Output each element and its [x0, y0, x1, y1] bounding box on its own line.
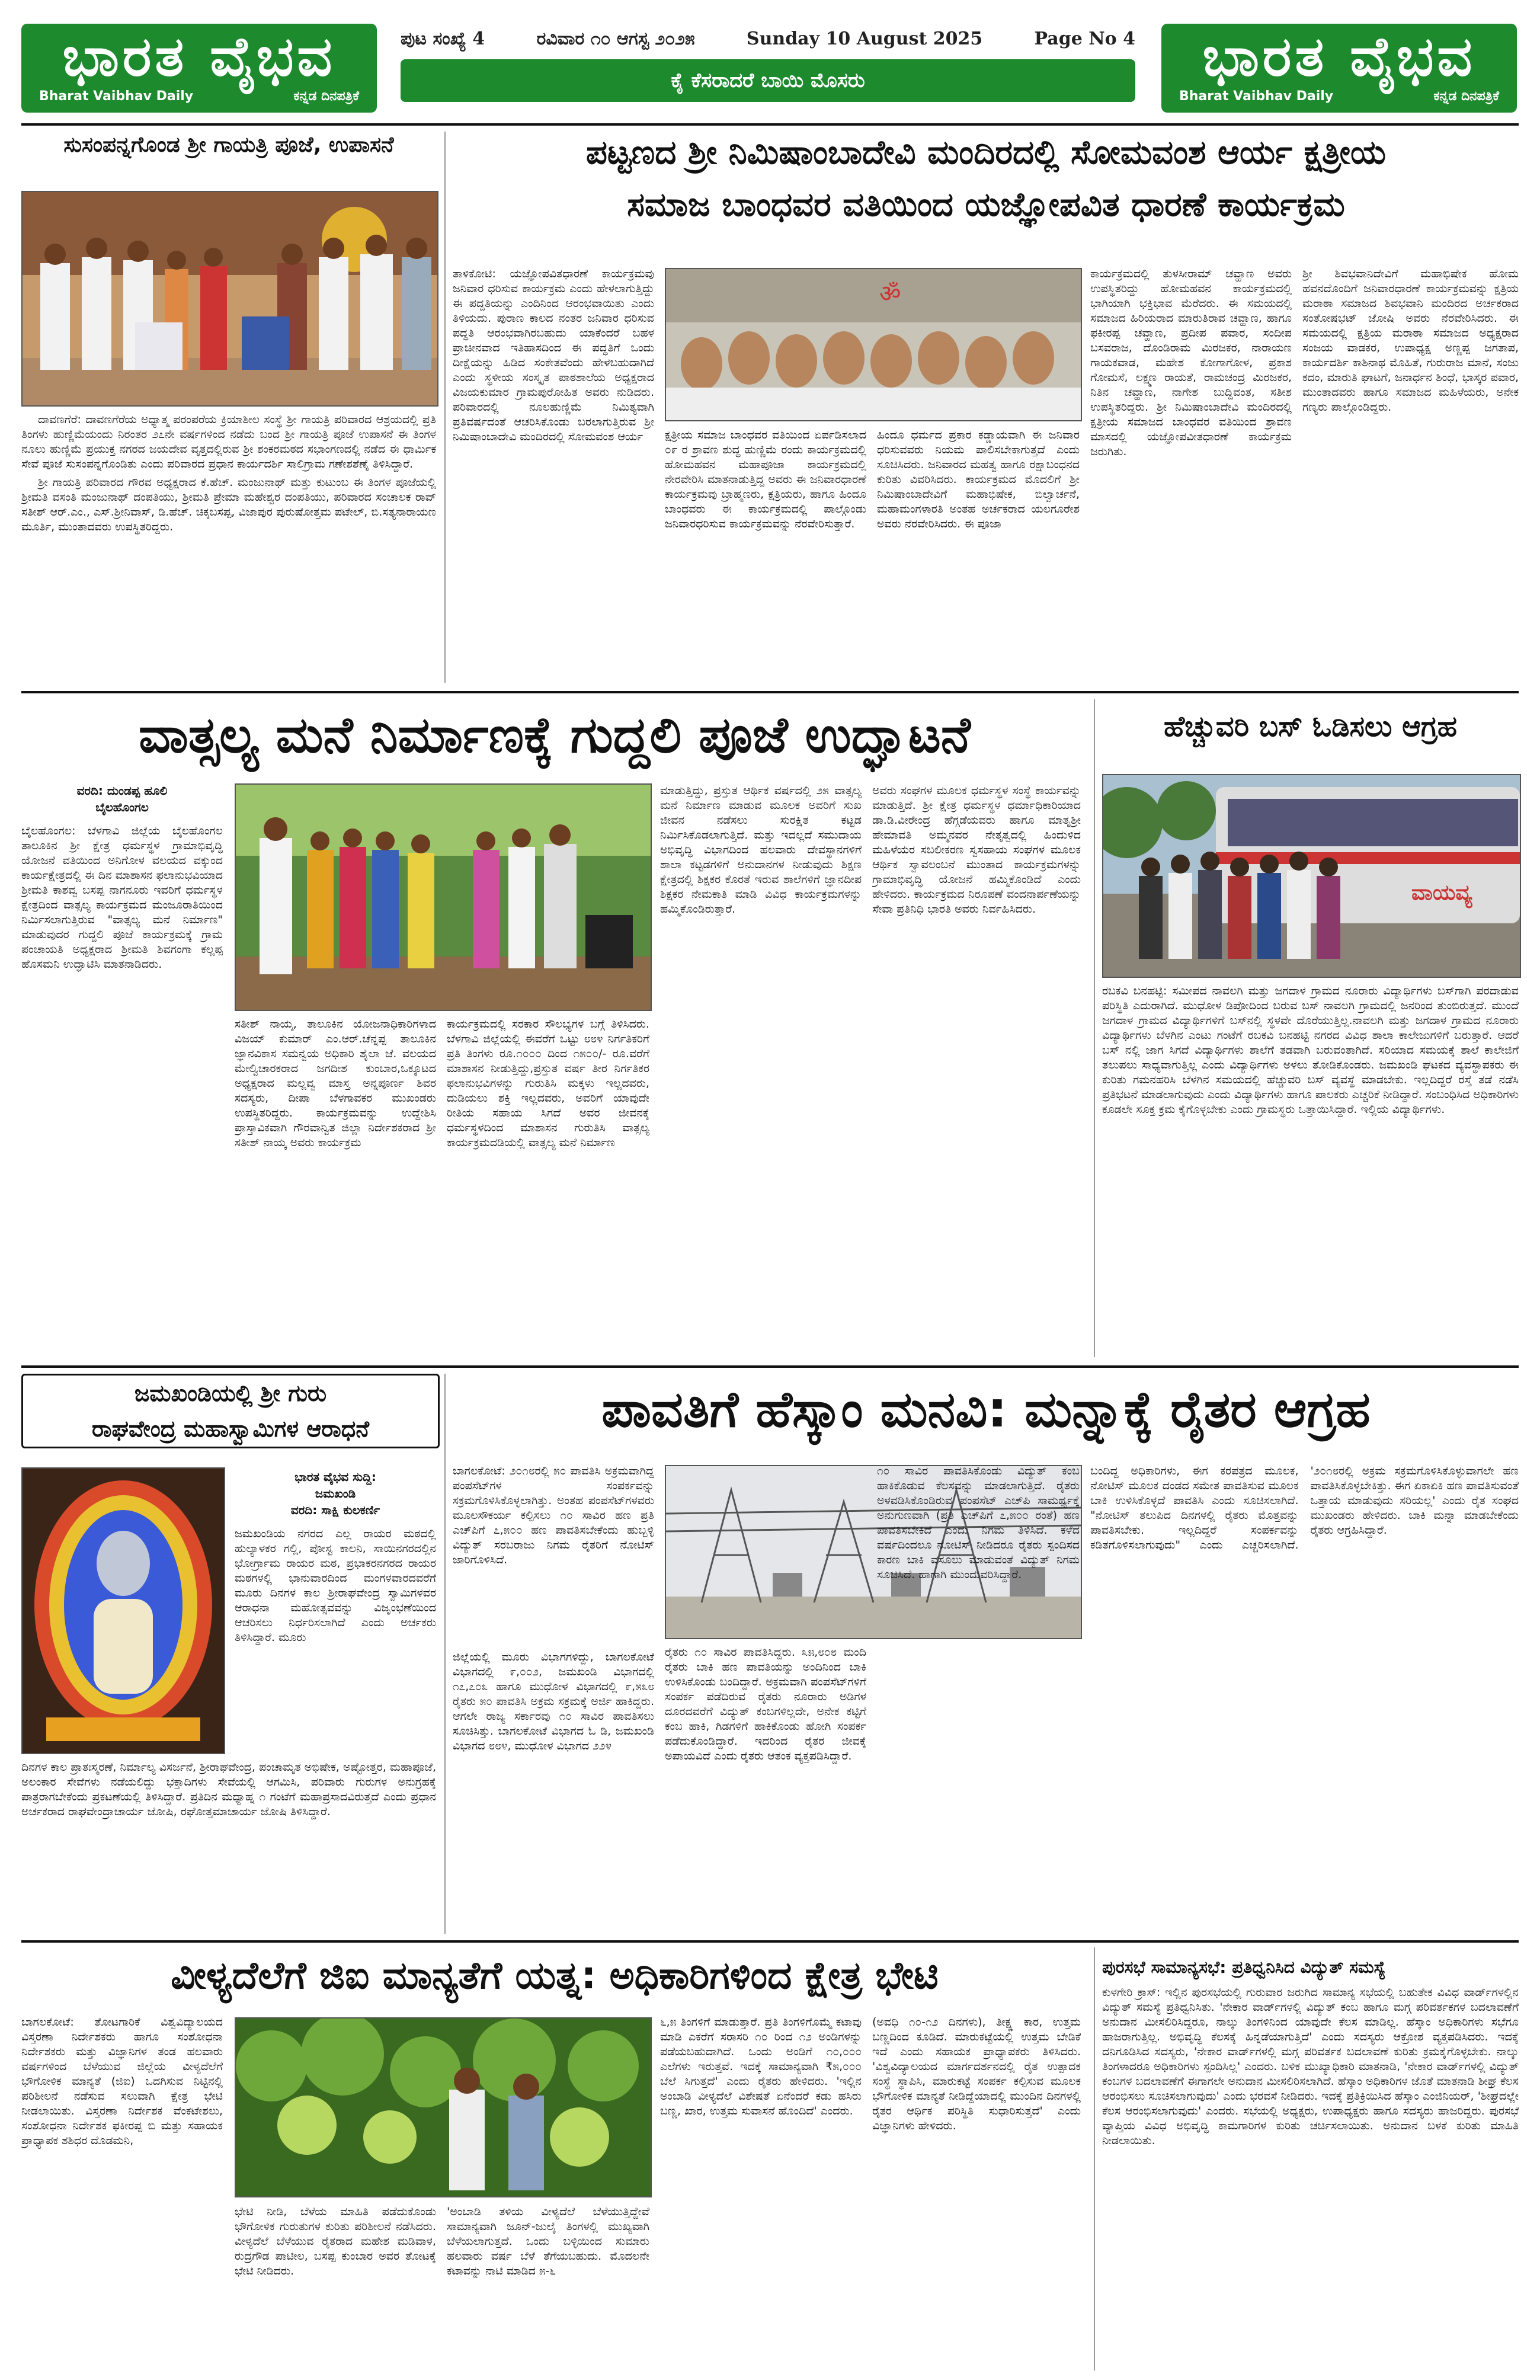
- gayatri-body: [21, 412, 436, 678]
- column-divider: [444, 132, 446, 683]
- page-number-kn: ಪುಟ ಸಂಖ್ಯೆ 4: [401, 28, 485, 49]
- raghavendra-col1: ಜಮಖಂಡಿಯ ನಗರದ ಎಲ್ಲ ರಾಯರ ಮಠದಲ್ಲಿ ಹುಲ್ಯಾಳಕರ ಗಲ್ಲಿ, ಪೋಸ್ಟ ಕಾಲನಿ, ಸಾಯಿನಗರದಲ್ಲಿನ ಭೋರ್ಗ್ರಾಮ ರಾಯರ ಮಠ, ಪ್ರಭಾಕರನಗರದ ರಾಯರ ಮಠಗಳಲ್ಲಿ ಭಾನುವಾರದಿಂದ ಮಂಗಳವಾರದವರೆಗೆ ಮೂರು ದಿನಗಳ ಕಾಲ ಶ್ರೀರಾಘವೇಂದ್ರ ಸ್ವಾಮಿಗಳವರ ಆರಾಧನಾ ಮಹೋತ್ಸವವನ್ನು ವಿಜೃಂಭಣೆಯಿಂದ ಆಚರಿಸಲು ನಿರ್ಧರಿಸಲಾಗಿದೆ ಎಂದು ಅರ್ಚಕರು ತಿಳಿಸಿದ್ದಾರೆ. ಮೂರು: [235, 1527, 436, 1644]
- hescom-col1: ಬಾಗಲಕೋಟೆ: ೨೦೧೮ರಲ್ಲಿ ೫೦ ಪಾವತಿಸಿ ಅಕ್ರಮವಾಗಿದ್ದ ಪಂಪಸೆಟ್‌ಗಳ ಸಂಪರ್ಕವನ್ನು ಸಕ್ರಮಗೊಳಿಸಿಕೊಳ್ಳಲಾಗಿತ್ತು. ಅಂತಹ ಪಂಪಸೆಟ್‌ಗಳವರು ಮೂಲಸೌಕರ್ಯ ಕಲ್ಪಿಸಲು ೧೦ ಸಾವಿರ ಹಣ ಪ್ರತಿ ಎಚ್‌ಪಿಗೆ ೭,೫೦೦ ಹಣ ಪಾವತಿಸಬೇಕೆಂದು ಹುಬ್ಬಳ್ಳಿ ವಿದ್ಯುತ್ ಸರಬರಾಜು ನಿಗಮ ರೈತರಿಗೆ ನೋಟಿಸ್ ಜಾರಿಗೊಳಿಸಿದೆ.: [453, 1464, 654, 1566]
- logo-sub-en: Bharat Vaibhav Daily: [39, 89, 194, 104]
- nimishamba-headline: [453, 127, 1519, 231]
- column-divider: [1094, 699, 1095, 1357]
- gayatri-photo: [21, 191, 438, 407]
- veeledele-col3: 'ಅಂಬಾಡಿ ತಳಿಯ ವೀಳ್ಯದೆಲೆ ಬೆಳೆಯುತ್ತಿದ್ದೇವೆ ಸಾಮಾನ್ಯವಾಗಿ ಜೂನ್-ಜುಲೈ ತಿಂಗಳಲ್ಲಿ ಮುಖ್ಯವಾಗಿ ಬೆಳೆಯಲಾಗುತ್ತದೆ. ಒಂದು ಬಳ್ಳಿಯಿಂದ ಸುಮಾರು ಹಲವಾರು ವರ್ಷ ಬೆಳೆ ತೆಗೆಯಬಹುದು. ಮೊದಲನೇ ಕಟಾವನ್ನು ನಾಟಿ ಮಾಡಿದ ೫-೬: [447, 2205, 649, 2277]
- masthead-logo-left: [21, 24, 377, 113]
- gayatri-paragraph: ದಾವಣಗೆರೆ: ದಾವಣಗೆರೆಯ ಅಧ್ಯಾತ್ಮ ಪರಂಪರೆಯ ಕ್ರಿಯಾಶೀಲ ಸಂಸ್ಥೆ ಶ್ರೀ ಗಾಯತ್ರಿ ಪರಿವಾರದ ಆಶ್ರಯದಲ್ಲಿ ಪ್ರತಿ ತಿಂಗಳು ಹುಣ್ಣಿಮೆಯಂದು ನಿರಂತರ ೨೭ನೇ ವರ್ಷಗಳಿಂದ ನಡೆದು ಬಂದ ಶ್ರೀ ಗಾಯತ್ರಿ ಪೂಜೆ ಉಪಾಸನೆ ಈ ತಿಂಗಳ ನೂಲು ಹುಣ್ಣಿಮೆ ಪ್ರಯುಕ್ತ ನಗರದ ಜಯದೇವ ವೃತ್ತದಲ್ಲಿರುವ ಶ್ರೀ ಶಂಕರಮಠದ ಸಭಾಂಗಣದಲ್ಲಿ ನಡೆದ ಈ ಧಾರ್ಮಿಕ ಸೇವೆ ಪೂಜೆ ಸುಸಂಪನ್ನಗೊಂಡಿತು ಎಂದು ಪರಿವಾರದ ಪ್ರಧಾನ ಕಾರ್ಯದರ್ಶಿ ಸಾಲಿಗ್ರಾಮ ಗಣೇಶಶೆಣೈ ತಿಳಿಸಿದ್ದಾರೆ.: [21, 413, 436, 471]
- section-rule: [21, 691, 1519, 693]
- hescom-col3: ರೈತರು ೧೦ ಸಾವಿರ ಪಾವತಿಸಿದ್ದರು. ೩೫,೮೦೮ ಮಂದಿ ರೈತರು ಬಾಕಿ ಹಣ ಪಾವತಿಯನ್ನು ಅಂದಿನಿಂದ ಬಾಕಿ ಉಳಿಸಿಕೊಂಡು ಬಂದಿದ್ದಾರೆ. ಅಕ್ರಮವಾಗಿ ಪಂಪಸೆಟ್‌ಗಳಿಗೆ ಸಂಪರ್ಕ ಪಡೆದಿರುವ ರೈತರು ನೂರಾರು ಅಡಿಗಳ ದೂರದವರೆಗೆ ವಿದ್ಯುತ್ ಕಂಬಗಳಿಲ್ಲದೇ, ಅನೇಕ ಕಟ್ಟಿಗೆ ಕಂಬ ಹಾಕಿ, ಗಿಡಗಳಿಗೆ ಹಾಕಿಕೊಂಡು ಹೋಗಿ ಸಂಪರ್ಕ ಪಡೆದುಕೊಂಡಿದ್ದಾರೆ. ಇದರಿಂದ ರೈತರ ಜೀವಕ್ಕೆ ಅಪಾಯವಿದೆ ಎಂದು ರೈತರು ಆತಂಕ ವ್ಯಕ್ತಪಡಿಸಿದ್ದಾರೆ.: [665, 1646, 866, 1762]
- bus-body: ರಬಕವಿ ಬನಹಟ್ಟಿ: ಸಮೀಪದ ನಾವಲಗಿ ಮತ್ತು ಜಗದಾಳ ಗ್ರಾಮದ ನೂರಾರು ವಿದ್ಯಾರ್ಥಿಗಳು ಬಸ್‌ಗಾಗಿ ಪರದಾಡುವ ಪರಿಸ್ಥಿತಿ ಎದುರಾಗಿದೆ. ಮುಧೋಳ ಡಿಪೋದಿಂದ ಬರುವ ಬಸ್ ನಾವಲಗಿ ಗ್ರಾಮದಲ್ಲಿ ಜನರಿಂದ ತುಂಬಿರುತ್ತದೆ. ಮುಂದೆ ಜಗದಾಳ ಗ್ರಾಮದ ವಿದ್ಯಾರ್ಥಿಗಳಿಗೆ ಬಸ್‌ನಲ್ಲಿ ಸ್ಥಳವೇ ದೊರೆಯುತ್ತಿಲ್ಲ.ನಾವಲಗಿ ಮತ್ತು ಜಗದಾಳ ಗ್ರಾಮದ ನೂರಾರು ವಿದ್ಯಾರ್ಥಿಗಳು ಬೆಳಗಿನ ಎಂಟು ಗಂಟೆಗೆ ರಬಕವಿ ಬನಹಟ್ಟಿ ನಗರದ ವಿವಿಧ ಶಾಲಾ ಕಾಲೇಜುಗಳಿಗೆ ಬರುತ್ತಾರೆ. ಆದರೆ ಬಸ್ ನಲ್ಲಿ ಜಾಗ ಸಿಗದೆ ವಿದ್ಯಾರ್ಥಿಗಳು ಶಾಲೆಗೆ ತಡವಾಗಿ ಬರುವಂತಾಗಿದೆ. ಸರಿಯಾದ ಸಮಯಕ್ಕೆ ಶಾಲೆ ಕಾಲೇಜಿಗೆ ತಲುಪಲು ಸಾಧ್ಯವಾಗುತ್ತಿಲ್ಲ ಎಂದು ವಿದ್ಯಾರ್ಥಿಗಳು ಅಳಲು ತೋಡಿಕೊಂಡರು. ಜಮಖಂಡಿ ಘಟಕದ ವ್ಯವಸ್ಥಾಪಕರು ಈ ಕುರಿತು ಗಮನಹರಿಸಿ ಬೆಳಗಿನ ಸಮಯದಲ್ಲಿ ಹೆಚ್ಚುವರಿ ಬಸ್ ವ್ಯವಸ್ಥೆ ಮಾಡಬೇಕು. ಇಲ್ಲದಿದ್ದರೆ ರಸ್ತೆ ತಡೆ ನಡೆಸಿ ಪ್ರತಿಭಟನೆ ಮಾಡಲಾಗುವುದು ಎಂದು ವಿದ್ಯಾರ್ಥಿಗಳು ಹಾಗೂ ಪಾಲಕರು ಎಚ್ಚರಿಕೆ ನೀಡಿದ್ದಾರೆ. ಸಂಬಂಧಿಸಿದ ಅಧಿಕಾರಿಗಳು ಕೂಡಲೇ ಸೂಕ್ತ ಕ್ರಮ ಕೈಗೊಳ್ಳಬೇಕು ಎಂದು ಗ್ರಾಮಸ್ಥರು ಒತ್ತಾಯಿಸಿದ್ದಾರೆ. ಇಲ್ಲಿಯ ವಿದ್ಯಾರ್ಥಿಗಳು.: [1102, 984, 1519, 1116]
- bus-photo: [1102, 774, 1521, 978]
- byline-source: ಭಾರತ ವೈಭವ ಸುದ್ದಿ:: [294, 1470, 376, 1484]
- veeledele-col1: ಬಾಗಲಕೋಟೆ: ತೋಟಗಾರಿಕೆ ವಿಶ್ವವಿದ್ಯಾಲಯದ ವಿಸ್ತರಣಾ ನಿರ್ದೇಶಕರು ಹಾಗೂ ಸಂಶೋಧನಾ ನಿರ್ದೇಶಕರು ಮತ್ತು ವಿಜ್ಞಾನಿಗಳ ತಂಡ ಹಲವಾರು ವರ್ಷಗಳಿಂದ ಬೆಳೆಯುವ ಜಿಲ್ಲೆಯ ವೀಳ್ಯದೆಲೆಗೆ ಭೌಗೋಳಿಕ ಮಾನ್ಯತೆ (ಜಿಐ) ಒದಗಿಸುವ ನಿಟ್ಟಿನಲ್ಲಿ ಪರಿಶೀಲನೆ ನಡೆಸುವ ಸಲುವಾಗಿ ಕ್ಷೇತ್ರ ಭೇಟಿ ನೀಡಲಾಯಿತು. ವಿಸ್ತರಣಾ ನಿರ್ದೇಶಕ ವೆಂಕಟೇಶಲು, ಸಂಶೋಧನಾ ನಿರ್ದೇಶಕ ಫಕೀರಪ್ಪ ಬಿ ಮತ್ತು ಸಹಾಯಕ ಪ್ರಾಧ್ಯಾಪಕ ಶಶಿಧರ ದೊಡಮನಿ,: [21, 2016, 223, 2147]
- vatsalya-col4: ಮಾಡುತ್ತಿದ್ದು, ಪ್ರಸ್ತುತ ಆರ್ಥಿಕ ವರ್ಷದಲ್ಲಿ ೨೫ ವಾತ್ಸಲ್ಯ ಮನೆ ನಿರ್ಮಾಣ ಮಾಡುವ ಮೂಲಕ ಅವರಿಗೆ ಸುಖ ಜೀವನ ನಡೆಸಲು ಸುರಕ್ಷಿತ ಕಟ್ಟಡ ನಿರ್ಮಿಸಿಕೊಡಲಾಗುತ್ತಿದೆ. ಮತ್ತು ಇದಲ್ಲದೆ ಸಮುದಾಯ ಅಭಿವೃದ್ಧಿ ವಿಭಾಗದಿಂದ ಹಲವಾರು ದೇವಸ್ಥಾನಗಳಿಗೆ ಶಾಲಾ ಕಟ್ಟಡಗಳಿಗೆ ಅನುದಾನಗಳ ನೀಡುವುದು ಶಿಕ್ಷಣ ಕ್ಷೇತ್ರದಲ್ಲಿ ಶಿಕ್ಷಕರ ಕೊರತೆ ಇರುವ ಶಾಲೆಗಳಿಗೆ ಜ್ಞಾನದೀಪ ಶಿಕ್ಷಕರ ನೇಮಕಾತಿ ಮಾಡಿ ವಿವಿಧ ಕಾರ್ಯಕ್ರಮಗಳನ್ನು ಹಮ್ಮಿಕೊಂಡಿರುತ್ತಾರೆ.: [660, 784, 862, 916]
- logo-sub-en: Bharat Vaibhav Daily: [1179, 89, 1334, 104]
- veeledele-col5: (ಅವಧಿ ೧೦-೧೨ ದಿನಗಳು), ತೀಕ್ಷ್ಣ ಕಾರ, ಉತ್ತಮ ಬಣ್ಣದಿಂದ ಕೂಡಿದೆ. ಮಾರುಕಟ್ಟೆಯಲ್ಲಿ ಉತ್ತಮ ಬೇಡಿಕೆ ಇದೆ ಎಂದು ಸಹಾಯಕ ಪ್ರಾಧ್ಯಾಪಕರು ತಿಳಿಸಿದರು. 'ವಿಶ್ವವಿದ್ಯಾಲಯದ ಮಾರ್ಗದರ್ಶನದಲ್ಲಿ ರೈತ ಉತ್ಪಾದಕ ಸಂಸ್ಥೆ ಸ್ಥಾಪಿಸಿ, ಮಾರುಕಟ್ಟೆ ಸಂಪರ್ಕ ಕಲ್ಪಿಸುವ ಮೂಲಕ ಭೌಗೋಳಿಕ ಮಾನ್ಯತೆ ನೀಡಿದ್ದೆಯಾದಲ್ಲಿ ಮುಂದಿನ ದಿನಗಳಲ್ಲಿ ರೈತರ ಆರ್ಥಿಕ ಪರಿಸ್ಥಿತಿ ಸುಧಾರಿಸುತ್ತದೆ' ಎಂದು ವಿಜ್ಞಾನಿಗಳು ಹೇಳಿದರು.: [872, 2016, 1081, 2132]
- bus-headline: ಹೆಚ್ಚುವರಿ ಬಸ್ ಓಡಿಸಲು ಆಗ್ರಹ: [1163, 710, 1458, 743]
- veeledele-col2: ಭೇಟಿ ನೀಡಿ, ಬೆಳೆಯ ಮಾಹಿತಿ ಪಡೆದುಕೊಂಡು ಭೌಗೋಳಿಕ ಗುರುತುಗಳ ಕುರಿತು ಪರಿಶೀಲನೆ ನಡೆಸಿದರು. ವೀಳ್ಯದೆಲೆ ಬೆಳೆಯುವ ರೈತರಾದ ಮಹೇಶ ಮಡಿವಾಳ, ರುದ್ರಗೌಡ ಪಾಟೀಲ, ಬಸಪ್ಪ ಕುಂಬಾರ ಅವರ ತೋಟಕ್ಕೆ ಭೇಟಿ ನೀಡಿದರು.: [235, 2205, 436, 2277]
- vatsalya-col2: ಸತೀಶ್ ನಾಯ್ಕ, ತಾಲೂಕಿನ ಯೋಜನಾಧಿಕಾರಿಗಳಾದ ವಿಜಯ್ ಕುಮಾರ್ ಎಂ.ಆರ್.ಚೆನ್ನಪ್ಪ ತಾಲೂಕಿನ ಜ್ಞಾನವಿಕಾಸ ಸಮನ್ವಯ ಅಧಿಕಾರಿ ಶೈಲಾ ಜೆ. ವಲಯದ ಮೇಲ್ವಿಚಾರಕರಾದ ಜಗದೀಶ ಕುಂಬಾರ,ಒಕ್ಕೂಟದ ಅಧ್ಯಕ್ಷರಾದ ಮಲ್ಲವ್ವ ಮಾಸ್ತ ಅನ್ನಪೂರ್ಣ ಶಿವರ ಸದಸ್ಯರು, ದೀಪಾ ಬೆಳಗಾವಕರ ಮುಖಂಡರು ಉಪಸ್ಥಿತರಿದ್ದರು. ಕಾರ್ಯಕ್ರಮವನ್ನು ಉದ್ದೇಶಿಸಿ ಪ್ರಾಸ್ತಾವಿಕವಾಗಿ ಗೌರವಾನ್ವಿತ ಜಿಲ್ಲಾ ನಿರ್ದೇಶಕರಾದ ಶ್ರೀ ಸತೀಶ್ ನಾಯ್ಕ ಅವರು ಕಾರ್ಯಕ್ರಮ: [235, 1018, 436, 1149]
- gayatri-paragraph: ಶ್ರೀ ಗಾಯತ್ರಿ ಪರಿವಾರದ ಗೌರವ ಅಧ್ಯಕ್ಷರಾದ ಕೆ.ಹೆಚ್. ಮಂಜುನಾಥ್ ಮತ್ತು ಕುಟುಂಬ ಈ ತಿಂಗಳ ಪೂಜೆಯಲ್ಲಿ ಶ್ರೀಮತಿ ವಸಂತಿ ಮಂಜುನಾಥ್ ದಂಪತಿಯು, ಶ್ರೀಮತಿ ಪ್ರೇಮಾ ಮಹೇಶ್ವರ ದಂಪತಿಯು, ಪರಿವಾರದ ಸಂಚಾಲಕ ರಾವ್ ಸತೀಶ್ ಆರ್.ಎಂ., ಎಸ್.ಶ್ರೀನಿವಾಸ್, ಡಿ.ಹೆಚ್. ಚಿಕ್ಕಬಸಪ್ಪ, ವಿಜಾಪುರ ಪುರುಷೋತ್ತಮ ಪಟೇಲ್, ಬಿ.ಸತ್ಯನಾರಾಯಣ ಮೂರ್ತಿ, ಮುಂತಾದವರು ಉಪಸ್ಥಿತರಿದ್ದರು.: [21, 476, 436, 533]
- column-divider: [1094, 1947, 1095, 2371]
- byline-place: ಬೈಲಹೊಂಗಲ: [95, 800, 149, 814]
- raghavendra-byline: [235, 1469, 436, 1518]
- gayatri-headline: ಸುಸಂಪನ್ನಗೊಂಡ ಶ್ರೀ ಗಾಯತ್ರಿ ಪೂಜೆ, ಉಪಾಸನೆ: [63, 133, 394, 157]
- bus-sign: ವಾಯವ್ಯ: [1411, 881, 1472, 905]
- page-number-en: Page No 4: [1034, 28, 1135, 49]
- logo-sub-kn: ಕನ್ನಡ ದಿನಪತ್ರಿಕೆ: [1433, 89, 1499, 104]
- veeledele-col4: ೬,೫ ತಿಂಗಳಿಗೆ ಮಾಡುತ್ತಾರೆ. ಪ್ರತಿ ತಿಂಗಳಿಗೊಮ್ಮೆ ಕಟಾವು ಮಾಡಿ ಎಕರೆಗೆ ಸರಾಸರಿ ೧೦ ರಿಂದ ೧೨ ಅಂಡಿಗಳನ್ನು ಪಡೆಯಬಹುದಾಗಿದೆ. ಒಂದು ಅಂಡಿಗೆ ೧೦,೦೦೦ ಎಲೆಗಳು ಇರುತ್ತವೆ. ಇದಕ್ಕೆ ಸಾಮಾನ್ಯವಾಗಿ ₹೫,೦೦೦ ಬೆಲೆ ಸಿಗುತ್ತದೆ' ಎಂದು ರೈತರು ಹೇಳಿದರು. 'ಇಲ್ಲಿನ ಅಂಬಾಡಿ ವೀಳ್ಯದೆಲೆ ವಿಶೇಷತೆ ಏನೆಂದರೆ ಕಡು ಹಸಿರು ಬಣ್ಣ, ಖಾರ, ಉತ್ತಮ ಸುವಾಸನೆ ಹೊಂದಿದೆ' ಎಂದರು.: [660, 2016, 862, 2117]
- hescom-col5: ಬಂದಿದ್ದ ಅಧಿಕಾರಿಗಳು, ಈಗ ಕರಪತ್ರದ ಮೂಲಕ, ನೋಟಿಸ್ ಮೂಲಕ ದಂಡದ ಸಮೇತ ಪಾವತಿಸುವ ಮೂಲಕ ಬಾಕಿ ಉಳಿಸಿಕೊಳ್ಳದೆ ಪಾವತಿಸಿ ಎಂದು ಸೂಚಿಸಲಾಗಿದೆ. "ನೋಟಿಸ್ ತಲುಪಿದ ದಿನಗಳಲ್ಲಿ ರೈತರು ಮೊತ್ತವನ್ನು ಪಾವತಿಸಬೇಕು. ಇಲ್ಲದಿದ್ದರೆ ಸಂಪರ್ಕವನ್ನು ಕಡಿತಗೊಳಿಸಲಾಗುವುದು" ಎಂದು ಎಚ್ಚರಿಸಲಾಗಿದೆ. '೨೦೧೮ರಲ್ಲಿ ಅಕ್ರಮ ಸಕ್ರಮಗೊಳಿಸಿಕೊಳ್ಳುವಾಗಲೇ ಹಣ ಪಾವತಿಸಿಕೊಳ್ಳಬೇಕಿತ್ತು. ಈಗ ಏಕಾಏಕಿ ಹಣ ಪಾವತಿಸುವಂತೆ ಒತ್ತಾಯ ಮಾಡುವುದು ಸರಿಯಲ್ಲ' ಎಂದು ರೈತ ಸಂಘದ ಮುಖಂಡರು ಹೇಳಿದರು. ಬಾಕಿ ಮನ್ನಾ ಮಾಡಬೇಕೆಂದು ರೈತರು ಆಗ್ರಹಿಸಿದ್ದಾರೆ.: [1090, 1464, 1519, 1552]
- column-divider: [444, 1374, 446, 1934]
- nimishamba-col5: ಶ್ರೀ ಶಿವಭವಾನಿದೇವಿಗೆ ಮಹಾಭಿಷೇಕ ಹೋಮ ಹವನದೊಂದಿಗೆ ಜನಿವಾರಧಾರಣೆ ಕಾರ್ಯಕ್ರಮವನ್ನು ಕ್ಷತ್ರಿಯ ಮರಾಠಾ ಸಮಾಜದ ಶಿವಭವಾನಿ ಮಂದಿರದ ಅರ್ಚಕರಾದ ಸಂತೋಷಭಟ್ ಜೋಷಿ ಅವರು ನೆರವೇರಿಸಿದರು. ಈ ಸಮಯದಲ್ಲಿ ಕ್ಷತ್ರಿಯ ಮರಾಠಾ ಸಮಾಜದ ಅಧ್ಯಕ್ಷರಾದ ಸಂಜಯ ವಾಡಕರ, ಉಪಾಧ್ಯಕ್ಷ ಅಣ್ಣಪ್ಪ ಜಗತಾಪ, ಕಾರ್ಯದರ್ಶಿ ಕಾಶಿನಾಥ ಮೊಹಿತೆ, ಗುರುರಾಜ ಮಾನೆ, ಸಂಜು ಕದಂ, ಮಾರುತಿ ಘಾಟಗೆ, ಜನಾರ್ಧನ ಶಿಂಧೆ, ಭಾಸ್ಕರ ಪವಾರ, ಮುಂತಾದವರು ಹಾಗೂ ಸಮಾಜದ ಮಹಿಳೆಯರು, ಅನೇಕ ಗಣ್ಯರು ಪಾಲ್ಗೊಂಡಿದ್ದರು.: [1302, 267, 1519, 414]
- byline-reporter: ವರದಿ: ದುಂಡಪ್ಪ ಹೂಲಿ: [76, 783, 168, 798]
- nimishamba-col4: ಕಾರ್ಯಕ್ರಮದಲ್ಲಿ ತುಳಸೀರಾಮ್ ಚವ್ಹಾಣ ಅವರು ಉಪಸ್ಥಿತರಿದ್ದು ಹೋಮಹವನ ಕಾರ್ಯಕ್ರಮದಲ್ಲಿ ಭಾಗಿಯಾಗಿ ಭಕ್ತಿಭಾವ ಮೆರೆದರು. ಈ ಸಮಯದಲ್ಲಿ ಸಮಾಜದ ಹಿರಿಯರಾದ ಮಾರುತಿರಾವ ಚವ್ಹಾಣ, ಹಾಗೂ ಫಕೀರಪ್ಪ ಚವ್ಹಾಣ, ಪ್ರದೀಪ ಪವಾರ, ಸಂದೀಪ ಬಸವರಾಜ, ದೊಂಡಿರಾಮ ಮಿರಜಕರ, ನಾರಾಯಣ ಗಾಯಕವಾಡ, ಮಹೇಶ ಕೋಗಾಗೋಳ, ಪ್ರಕಾಶ ಗೋಮಸೆ, ಲಕ್ಷ್ಮಣ ರಾಯತೆ, ರಾಮಚಂದ್ರ ಮಿರಜಕರ, ನಿತಿನ ಚವ್ಹಾಣ, ನಾಗೇಶ ಬುದ್ದಿವಂತ, ಸತೀಶ ಉಪಸ್ಥಿತರಿದ್ದರು. ಶ್ರೀ ನಿಮಿಷಾಂಬಾದೇವಿ ಮಂದಿರದಲ್ಲಿ ಕ್ಷತ್ರೀಯ ಸಮಾಜದ ಬಾಂಧವರ ವತಿಯಿಂದ ಶ್ರಾವಣ ಮಾಸದಲ್ಲಿ ಯಜ್ಞೋಪವೀತಧಾರಣೆ ಕಾರ್ಯಕ್ರಮ ಜರುಗಿತು.: [1090, 267, 1292, 458]
- byline-place: ಜಮಖಂಡಿ: [315, 1486, 356, 1501]
- byline-reporter: ವರದಿ: ಸಾಕ್ಷಿ ಕುಲಕರ್ಣಿ: [290, 1503, 380, 1517]
- nimishamba-col3: ಹಿಂದೂ ಧರ್ಮದ ಪ್ರಕಾರ ಕಡ್ಡಾಯವಾಗಿ ಈ ಜನಿವಾರ ಧರಿಸುವವರು ನಿಯಮ ಪಾಲಿಸಬೇಕಾಗುತ್ತದೆ ಎಂದು ಸೂಚಿಸಿದರು. ಜನಿವಾರದ ಮಹತ್ವ ಹಾಗೂ ರಕ್ಷಾಬಂಧನದ ಕುರಿತು ವಿವರಿಸಿದರು. ಕಾರ್ಯಕ್ರಮದ ಮೊದಲಿಗೆ ಶ್ರೀ ನಿಮಿಷಾಂಬಾದೇವಿಗೆ ಮಹಾಭಿಷೇಕ, ಬಿಲ್ವಾರ್ಚನೆ, ಮಹಾಮಂಗಳಾರತಿ ಅಂತಹ ಅರ್ಚಕರಾದ ಯಲಗೂರೇಶ ಅವರು ನೆರವೇರಿಸಿದರು. ಈ ಪೂಜಾ: [877, 428, 1080, 530]
- vatsalya-photo: [235, 783, 652, 1011]
- raghavendra-headline-line1: ಜಮಖಂಡಿಯಲ್ಲಿ ಶ್ರೀ ಗುರು: [134, 1380, 327, 1406]
- purasabhe-body: ಕುಳಗೇರಿ ಕ್ರಾಸ್: ಇಲ್ಲಿನ ಪುರಸಭೆಯಲ್ಲಿ ಗುರುವಾರ ಜರುಗಿದ ಸಾಮಾನ್ಯ ಸಭೆಯಲ್ಲಿ ಬಹುತೇಕ ವಿವಿಧ ವಾರ್ಡ್‌ಗಳಲ್ಲಿನ ವಿದ್ಯುತ್ ಸಮಸ್ಯೆ ಪ್ರತಿಧ್ವನಿಸಿತು. 'ನೇಕಾರ ವಾರ್ಡ್‌ಗಳಲ್ಲಿ ವಿದ್ಯುತ್ ಕಂಬ ಹಾಗೂ ಮಗ್ಗ ಪರಿವರ್ತಕಗಳ ಬದಲಾವಣೆಗೆ ಅನುದಾನ ಮೀಸಲಿರಿಸಿದ್ದರೂ, ನಾಲ್ಕು ತಿಂಗಳಿನಿಂದ ಯಾವುದೇ ಕೆಲಸ ಮಾಡಿಲ್ಲ. ಹೆಸ್ಕಾಂ ಅಧಿಕಾರಿಗಳು ಸಭೆಗೂ ಹಾಜರಾಗುತ್ತಿಲ್ಲ. ಅಭಿವೃದ್ಧಿ ಕೆಲಸಕ್ಕೆ ಹಿನ್ನಡೆಯಾಗುತ್ತಿದೆ' ಎಂದು ಸದಸ್ಯರು ಆಕ್ರೋಶ ವ್ಯಕ್ತಪಡಿಸಿದರು. ಇದಕ್ಕೆ ದನಿಗೂಡಿಸಿದ ಸದಸ್ಯರು, 'ನೇಕಾರ ವಾರ್ಡ್‌ಗಳಲ್ಲಿ ಮಗ್ಗ ಪರಿವರ್ತಕ ಬದಲಾವಣೆ ಕುರಿತು ಕ್ರಮಕೈಗೊಳ್ಳಬೇಕು. ನಾಲ್ಕು ತಿಂಗಳಾದರೂ ಅಧಿಕಾರಿಗಳು ಸ್ಪಂದಿಸಿಲ್ಲ' ಎಂದರು. ಬಳಿಕ ಮುಖ್ಯಾಧಿಕಾರಿ ಮಾತನಾಡಿ, 'ನೇಕಾರ ವಾರ್ಡ್‌ಗಳಲ್ಲಿ ವಿದ್ಯುತ್ ಕಂಬಗಳ ಬದಲಾವಣೆಗೆ ಈಗಾಗಲೇ ಅನುದಾನ ಮೀಸಲಿರಿಸಲಾಗಿದೆ. ಹೆಸ್ಕಾಂ ಅಧಿಕಾರಿಗಳ ಜೊತೆ ಮಾತನಾಡಿ ಶೀಘ್ರ ಕೆಲಸ ಆರಂಭಿಸಲು ಸೂಚಿಸಲಾಗುವುದು' ಎಂದು ಭರವಸೆ ನೀಡಿದರು. ಇದಕ್ಕೆ ಪ್ರತಿಕ್ರಿಯಿಸಿದ ಹೆಸ್ಕಾಂ ಎಂಜಿನಿಯರ್, 'ಶೀಘ್ರದಲ್ಲೇ ಕೆಲಸ ಆರಂಭಿಸಲಾಗುವುದು' ಎಂದರು. ಸಭೆಯಲ್ಲಿ ಅಧ್ಯಕ್ಷರು, ಉಪಾಧ್ಯಕ್ಷರು ಹಾಗೂ ಸದಸ್ಯರು ಹಾಜರಿದ್ದರು. ಪುರಸಭೆ ವ್ಯಾಪ್ತಿಯ ವಿವಿಧ ಅಭಿವೃದ್ಧಿ ಕಾಮಗಾರಿಗಳ ಕುರಿತು ಚರ್ಚಿಸಲಾಯಿತು. ಅನುದಾನ ಬಳಕೆ ಕುರಿತು ಮಾಹಿತಿ ನೀಡಲಾಯಿತು.: [1102, 1986, 1519, 2147]
- raghavendra-headline-line2: ರಾಘವೇಂದ್ರ ಮಹಾಸ್ವಾಮಿಗಳ ಆರಾಧನೆ: [91, 1416, 370, 1442]
- vatsalya-col5: ಅವರು ಸಂಘಗಳ ಮೂಲಕ ಧರ್ಮಸ್ಥಳ ಸಂಸ್ಥೆ ಕಾರ್ಯವನ್ನು ಮಾಡುತ್ತಿದೆ. ಶ್ರೀ ಕ್ಷೇತ್ರ ಧರ್ಮಸ್ಥಳ ಧರ್ಮಾಧಿಕಾರಿಯಾದ ಡಾ.ಡಿ.ವೀರೇಂದ್ರ ಹೆಗ್ಗಡೆಯವರು ಹಾಗೂ ಮಾತೃಶ್ರೀ ಹೇಮಾವತಿ ಅಮ್ಮನವರ ನೇತೃತ್ವದಲ್ಲಿ ಹಿಂದುಳಿದ ಮಹಿಳೆಯರ ಸಬಲೀಕರಣ ಸ್ವಸಹಾಯ ಸಂಘಗಳ ಮೂಲಕ ಆರ್ಥಿಕ ಸ್ವಾವಲಂಬನೆ ಮುಂತಾದ ಕಾರ್ಯಕ್ರಮಗಳನ್ನು ಗ್ರಾಮಾಭಿವೃದ್ಧಿ ಯೋಜನೆ ಹಮ್ಮಿಕೊಂಡಿದೆ ಎಂದು ಹೇಳಿದರು. ಕಾರ್ಯಕ್ರಮದ ನಿರೂಪಣೆ ವಂದನಾರ್ಪಣೆಯನ್ನು ಸೇವಾ ಪ್ರತಿನಿಧಿ ಭಾರತಿ ಅವರು ನಿರ್ವಹಿಸಿದರು.: [872, 784, 1081, 916]
- nimishamba-headline-line2: ಸಮಾಜ ಬಾಂಧವರ ವತಿಯಿಂದ ಯಜ್ಞೋಪವಿತ ಧಾರಣೆ ಕಾರ್ಯಕ್ರಮ: [627, 185, 1345, 224]
- logo-sub-kn: ಕನ್ನಡ ದಿನಪತ್ರಿಕೆ: [293, 89, 359, 104]
- nimishamba-photo: [665, 268, 1082, 421]
- vatsalya-byline: [21, 782, 223, 815]
- raghavendra-col2: ದಿನಗಳ ಕಾಲ ಪ್ರಾತಃಸ್ಮರಣೆ, ನಿರ್ಮಾಲ್ಯ ವಿಸರ್ಜನೆ, ಶ್ರೀರಾಘವೇಂದ್ರ, ಪಂಚಾಮೃತ ಅಭಿಷೇಕ, ಅಷ್ಟೋತ್ತರ, ಮಹಾಪೂಜೆ, ಅಲಂಕಾರ ಸೇವೆಗಳು ನಡೆಯಲಿದ್ದು ಭಕ್ತಾದಿಗಳು ಸೇವೆಯಲ್ಲಿ ಆಗಮಿಸಿ, ಪರಿವಾರು ಗುರುಗಳ ಅನುಗ್ರಹಕ್ಕೆ ಪಾತ್ರರಾಗಬೇಕೆಂದು ಪ್ರಕಟಣೆಯಲ್ಲಿ ತಿಳಿಸಿದ್ದಾರೆ. ಪ್ರತಿದಿನ ಮಧ್ಯಾಹ್ನ ೧ ಗಂಟೆಗೆ ಮಹಾಪ್ರಸಾದವಿರುತ್ತದೆ ಎಂದು ಪ್ರಧಾನ ಅರ್ಚಕರಾದ ರಾಘವೇಂದ್ರಾಚಾರ್ಯ ಜೋಷಿ, ರಘೋತ್ತಮಾಚಾರ್ಯ ಜೋಷಿ ತಿಳಿಸಿದ್ದಾರೆ.: [21, 1761, 436, 1818]
- date-kn: ರವಿವಾರ ೧೦ ಆಗಸ್ಟ ೨೦೨೫: [536, 28, 695, 49]
- logo-text: ಭಾರತ ವೈಭವ: [1202, 24, 1476, 88]
- hescom-col2: ಜಿಲ್ಲೆಯಲ್ಲಿ ಮೂರು ವಿಭಾಗಗಳಿದ್ದು, ಬಾಗಲಕೋಟೆ ವಿಭಾಗದಲ್ಲಿ ೯,೦೦೨, ಜಮಖಂಡಿ ವಿಭಾಗದಲ್ಲಿ ೧೭,೭೦೩ ಹಾಗೂ ಮುಧೋಳ ವಿಭಾಗದಲ್ಲಿ ೯,೫೩೮ ರೈತರು ೫೦ ಪಾವತಿಸಿ ಅಕ್ರಮ ಸಕ್ರಮಕ್ಕೆ ಅರ್ಜಿ ಹಾಕಿದ್ದರು. ಆಗಲೇ ರಾಜ್ಯ ಸರ್ಕಾರವು ೧೦ ಸಾವಿರ ಪಾವತಿಸಲು ಸೂಚಿಸಿತ್ತು. ಬಾಗಲಕೋಟೆ ವಿಭಾಗದ ಓ ಡಿ, ಜಮಖಂಡಿ ವಿಭಾಗದ ೮೮೪, ಮುಧೋಳ ವಿಭಾಗದ ೨೨೪: [453, 1650, 654, 1752]
- veeledele-photo: [235, 2017, 652, 2197]
- svg-text:ॐ: ॐ: [879, 280, 901, 308]
- section-rule: [21, 1365, 1519, 1368]
- vatsalya-col3: ಕಾರ್ಯಕ್ರಮದಲ್ಲಿ ಸರಕಾರ ಸೌಲಭ್ಯಗಳ ಬಗ್ಗೆ ತಿಳಿಸಿದರು. ಬೆಳಗಾವಿ ಜಿಲ್ಲೆಯಲ್ಲಿ ಈವರೆಗೆ ಒಟ್ಟು ೮೮೪ ನಿರ್ಗತಿಕರಿಗೆ ಪ್ರತಿ ತಿಂಗಳು ರೂ.೧೦೦೦ ದಿಂದ ೧೫೦೦/- ರೂ.ವರೆಗೆ ಮಾಶಾಸನ ನೀಡುತ್ತಿದ್ದು,ಪ್ರಸ್ತುತ ವರ್ಷ ತೀರ ನಿರ್ಗತಿಕರ ಫಲಾನುಭವಿಗಳನ್ನು ಗುರುತಿಸಿ ಮಕ್ಕಳು ಇಲ್ಲದವರು, ದುಡಿಯಲು ಶಕ್ತಿ ಇಲ್ಲದವರು, ಅವರಿಗೆ ಯಾವುದೇ ರೀತಿಯ ಸಹಾಯ ಸಿಗದೆ ಅವರ ಜೀವನಕ್ಕೆ ಧರ್ಮಸ್ಥಳದಿಂದ ಮಾಶಾಸನ ಗುರುತಿಸಿ ವಾತ್ಸಲ್ಯ ಕಾರ್ಯಕ್ರಮದಡಿಯಲ್ಲಿ ವಾತ್ಸಲ್ಯ ಮನೆ ನಿರ್ಮಾಣ: [447, 1018, 649, 1149]
- hescom-col4: ೧೦ ಸಾವಿರ ಪಾವತಿಸಿಕೊಂಡು ವಿದ್ಯುತ್ ಕಂಬ ಹಾಕಿಕೊಡುವ ಕೆಲಸವನ್ನು ಮಾಡಲಾಗುತ್ತಿದೆ. ರೈತರು ಅಳವಡಿಸಿಕೊಂಡಿರುವ ಪಂಪಸೆಟ್ ಎಚ್‌ಪಿ ಸಾಮರ್ಥ್ಯಕ್ಕೆ ಅನುಗುಣವಾಗಿ (ಪ್ರತಿ ಎಚ್‌ಪಿಗೆ ೭,೫೦೦ ರಂತೆ) ಹಣ ಪಾವತಿಸಬೇಕಿದೆ ಎಂದು ನಿಗಮ ತಿಳಿಸಿದೆ. ಕಳೆದ ವರ್ಷದಿಂದಲೂ ನೋಟಿಸ್ ನೀಡಿದರೂ ರೈತರು ಸ್ಪಂದಿಸದ ಕಾರಣ ಬಾಕಿ ವಸೂಲು ಮಾಡುವಂತೆ ವಿದ್ಯುತ್ ನಿಗಮ ಸೂಚಿಸಿದೆ. ಹಾಗಾಗಿ ಮುಂದುವರಿಸಿದ್ದಾರೆ.: [877, 1464, 1080, 1581]
- nimishamba-headline-line1: ಪಟ್ಟಣದ ಶ್ರೀ ನಿಮಿಷಾಂಬಾದೇವಿ ಮಂದಿರದಲ್ಲಿ ಸೋಮವಂಶ ಆರ್ಯ ಕ್ಷತ್ರೀಯ: [586, 133, 1386, 172]
- date-en: Sunday 10 August 2025: [746, 28, 983, 49]
- raghavendra-photo: [21, 1467, 225, 1754]
- hescom-headline: ಪಾವತಿಗೆ ಹೆಸ್ಕಾಂ ಮನವಿ: ಮನ್ನಾಕ್ಕೆ ರೈತರ ಆಗ್ರಹ: [601, 1380, 1371, 1438]
- raghavendra-headline: [21, 1374, 440, 1448]
- vatsalya-headline: ವಾತ್ಸಲ್ಯ ಮನೆ ನಿರ್ಮಾಣಕ್ಕೆ ಗುದ್ದಲಿ ಪೂಜೆ ಉದ್ಘಾಟನೆ: [139, 706, 971, 764]
- masthead-logo-right: [1161, 24, 1517, 113]
- masthead-rule: [21, 123, 1519, 126]
- info-bar: [401, 24, 1135, 53]
- section-rule: [21, 1940, 1519, 1943]
- nimishamba-col2: ಕ್ಷತ್ರೀಯ ಸಮಾಜ ಬಾಂಧವರ ವತಿಯಿಂದ ಏರ್ಪಡಿಸಲಾದ ೦೯ ರ ಶ್ರಾವಣ ಶುದ್ಧ ಹುಣ್ಣಿಮೆ ರಂದು ಕಾರ್ಯಕ್ರಮದಲ್ಲಿ ಹೋಮಹವನ ಮಹಾಪೂಜಾ ಕಾರ್ಯಕ್ರಮದಲ್ಲಿ ನೇರವೇರಿಸಿ ಮಾತನಾಡುತ್ತಿದ್ದ ಅವರು ಈ ಜನಿವಾರಧಾರಣೆ ಕಾರ್ಯಕ್ರಮವು ಬ್ರಾಹ್ಮಣರು, ಕ್ಷತ್ರಿಯರು, ಹಾಗೂ ಹಿಂದೂ ಬಾಂಧವರು ಈ ಕಾರ್ಯಕ್ರಮದಲ್ಲಿ ಪಾಲ್ಗೊಂಡು ಜನಿವಾರಧರಿಸುವ ಕಾರ್ಯಕ್ರಮವನ್ನು ನೆರವೇರಿಸುತ್ತಾರೆ.: [665, 428, 866, 530]
- motto-bar: ಕೈ ಕೆಸರಾದರೆ ಬಾಯಿ ಮೊಸರು: [401, 59, 1135, 102]
- logo-text: ಭಾರತ ವೈಭವ: [62, 24, 336, 88]
- nimishamba-col1: ತಾಳಿಕೋಟಿ: ಯಜ್ಞೋಪವಿತಧಾರಣೆ ಕಾರ್ಯಕ್ರಮವು ಜನಿವಾರ ಧರಿಸುವ ಕಾರ್ಯಕ್ರಮ ಎಂದು ಹೇಳಲಾಗುತ್ತಿದ್ದು ಈ ಪದ್ದತಿಯನ್ನು ಎಂದಿನಿಂದ ಆರಂಭವಾಯಿತು ಎಂದು ತಿಳಿಯದು. ಪುರಾಣ ಕಾಲದ ನಂತರ ಜನಿವಾರ ಧರಿಸುವ ಪದ್ಧತಿ ಆರಂಭವಾಗಿರಬಹುದು ಯಾಕೆಂದರೆ ಬಹಳ ಪ್ರಾಚೀನವಾದ ಇತಿಹಾಸದಿಂದ ಈ ಪದ್ಧತಿಗೆ ಒಂದು ದೀಕ್ಷೆಯನ್ನು ಹಿಡಿದ ಸಂಕೇತವೆಂದು ಹೇಳಬಹುದಾಗಿದೆ ಎಂದು ಸ್ಥಳೀಯ ಸಂಸ್ಕೃತ ಪಾಠಶಾಲೆಯ ಅಧ್ಯಕ್ಷರಾದ ವಿಜಯಕುಮಾರ ಗ್ರಾಮಪುರೋಹಿತ ಅವರು ನುಡಿದರು. ಪರಿವಾರದಲ್ಲಿ ನೂಲಹುಣ್ಣಿಮೆ ನಿಮಿತ್ಯವಾಗಿ ಪ್ರತಿವರ್ಷದಂತೆ ಆಚರಿಸಿಕೊಂಡು ಬರಲಾಗುತ್ತಿರುವ ಶ್ರೀ ನಿಮಿಷಾಂಬಾದೇವಿ ಮಂದಿರದಲ್ಲಿ ಸೋಮವಂಶ ಆರ್ಯ: [453, 267, 654, 443]
- purasabhe-headline: ಪುರಸಭೆ ಸಾಮಾನ್ಯಸಭೆ: ಪ್ರತಿಧ್ವನಿಸಿದ ವಿದ್ಯುತ್ ಸಮಸ್ಯೆ: [1102, 1957, 1386, 1977]
- veeledele-headline: ವೀಳ್ಯದೆಲೆಗೆ ಜಿಐ ಮಾನ್ಯತೆಗೆ ಯತ್ನ: ಅಧಿಕಾರಿಗಳಿಂದ ಕ್ಷೇತ್ರ ಭೇಟಿ: [171, 1954, 939, 1998]
- vatsalya-col1: ಬೈಲಹೊಂಗಲ: ಬೆಳಗಾವಿ ಜಿಲ್ಲೆಯ ಬೈಲಹೊಂಗಲ ತಾಲೂಕಿನ ಶ್ರೀ ಕ್ಷೇತ್ರ ಧರ್ಮಸ್ಥಳ ಗ್ರಾಮಾಭಿವೃದ್ಧಿ ಯೋಜನೆ ವತಿಯಿಂದ ಅನಿಗೋಳ ವಲಯದ ವಕ್ಕುಂದ ಕಾರ್ಯಕ್ಷೇತ್ರದಲ್ಲಿ ಈ ದಿನ ಮಾಶಾಸನ ಫಲಾನುಭವಿಯಾದ ಶ್ರೀಮತಿ ಕಾಶವ್ವ ಬಸಪ್ಪ ನಾಗನೂರು ಇವರಿಗೆ ಧರ್ಮಸ್ಥಳ ಕ್ಷೇತ್ರದಿಂದ ವಾತ್ಸಲ್ಯ ಕಾರ್ಯಕ್ರಮದ ಮಂಜೂರಾತಿಯಿಂದ ನಿರ್ಮಿಸಲಾಗುತ್ತಿರುವ "ವಾತ್ಸಲ್ಯ ಮನೆ ನಿರ್ಮಾಣ" ಮಾಡುವುದರ ಗುದ್ದಲಿ ಪೂಜೆ ಕಾರ್ಯಕ್ರಮಕ್ಕೆ ಗ್ರಾಮ ಪಂಚಾಯತಿ ಅಧ್ಯಕ್ಷರಾದ ಶ್ರೀಮತಿ ಶಿವಗಂಗಾ ಕಲ್ಲಪ್ಪ ಹೊಸಮನಿ ಉದ್ಘಾಟಿಸಿ ಮಾತನಾಡಿದರು.: [21, 824, 223, 971]
